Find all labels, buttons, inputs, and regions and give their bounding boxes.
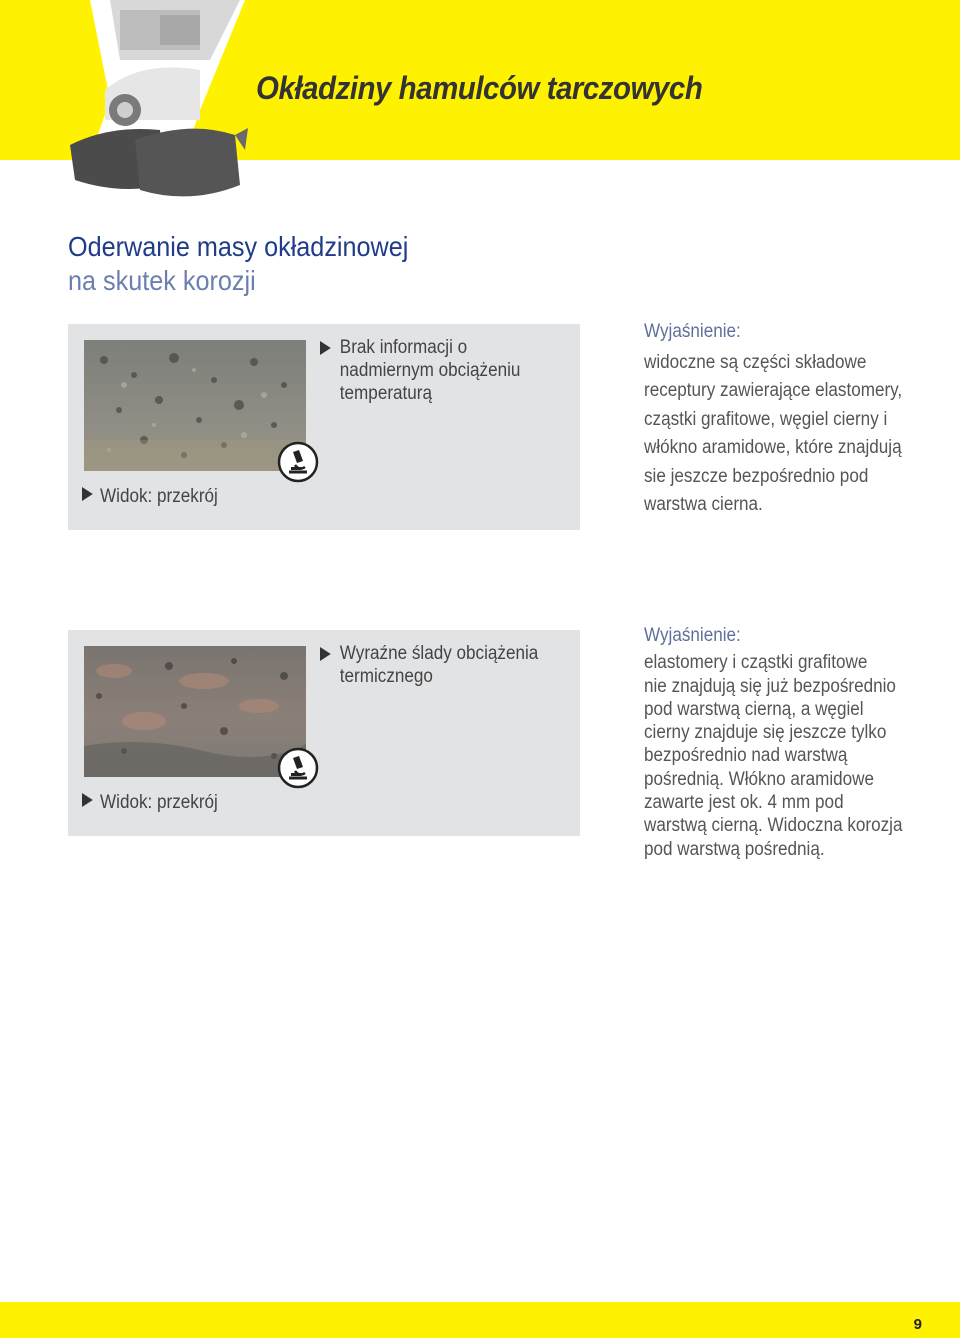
explanation-line: sie jeszcze bezpośrednio pod [644, 465, 869, 487]
explanation-line: elastomery i cząstki grafitowe [644, 652, 868, 674]
explanation-line: cierny znajduje się jeszcze tylko [644, 722, 887, 744]
explanation-line: pod warstwą cierną, a węgiel [644, 698, 864, 720]
view-label-text: Widok: przekrój [100, 486, 218, 507]
bullet-arrow-icon [82, 793, 93, 807]
symptom-text: Wyraźne ślady obciążenia termicznego [339, 643, 539, 687]
explanation-line: receptury zawierające elastomery, [644, 380, 903, 401]
explanation-line: włókno aramidowe, które znajdują [644, 437, 902, 458]
view-label-text: Widok: przekrój [100, 792, 218, 813]
brake-pads-hero-image [50, 0, 260, 215]
symptom-text: Brak informacji o nadmiernym obciążeniu temperaturą [339, 337, 521, 404]
footer-band [0, 1302, 960, 1338]
case-panel-1 [68, 324, 580, 530]
bullet-arrow-icon [82, 487, 93, 501]
section-title-line1: Oderwanie masy okładzinowej [68, 231, 409, 262]
explanation-line: zawarte jest ok. 4 mm pod [644, 792, 844, 814]
explanation-line: pośrednią. Włókno aramidowe [644, 768, 875, 790]
explanation-line: cząstki grafitowe, węgiel cierny i [644, 408, 888, 430]
explanation-line: warstwą cierną. Widoczna korozja [644, 815, 903, 837]
explanation-line: bezpośrednio nad warstwą [644, 745, 848, 767]
explanation-1 [644, 318, 914, 520]
page-header-title: Okładziny hamulców tarczowych [256, 70, 703, 106]
microscope-icon [277, 747, 319, 789]
view-label-1 [82, 486, 218, 508]
explanation-title: Wyjaśnienie: [644, 625, 741, 646]
explanation-line: widoczne są części składowe [644, 351, 867, 373]
microscope-icon [277, 441, 319, 483]
view-label-2 [82, 792, 218, 814]
case-panel-2 [68, 630, 580, 836]
symptom-text-1 [320, 336, 545, 405]
explanation-line: nie znajdują się już bezpośrednio [644, 675, 896, 697]
explanation-line: warstwa cierna. [644, 494, 763, 515]
bullet-arrow-icon [320, 647, 331, 661]
bullet-arrow-icon [320, 341, 331, 355]
symptom-text-2 [320, 642, 545, 688]
section-title-line2: na skutek korozji [68, 265, 256, 296]
explanation-2 [644, 624, 914, 861]
cross-section-photo-2 [84, 646, 306, 777]
explanation-line: pod warstwą pośrednią. [644, 838, 825, 860]
explanation-title: Wyjaśnienie: [644, 321, 741, 342]
page-number: 9 [913, 1316, 922, 1333]
cross-section-photo-1 [84, 340, 306, 471]
section-title [68, 230, 408, 298]
